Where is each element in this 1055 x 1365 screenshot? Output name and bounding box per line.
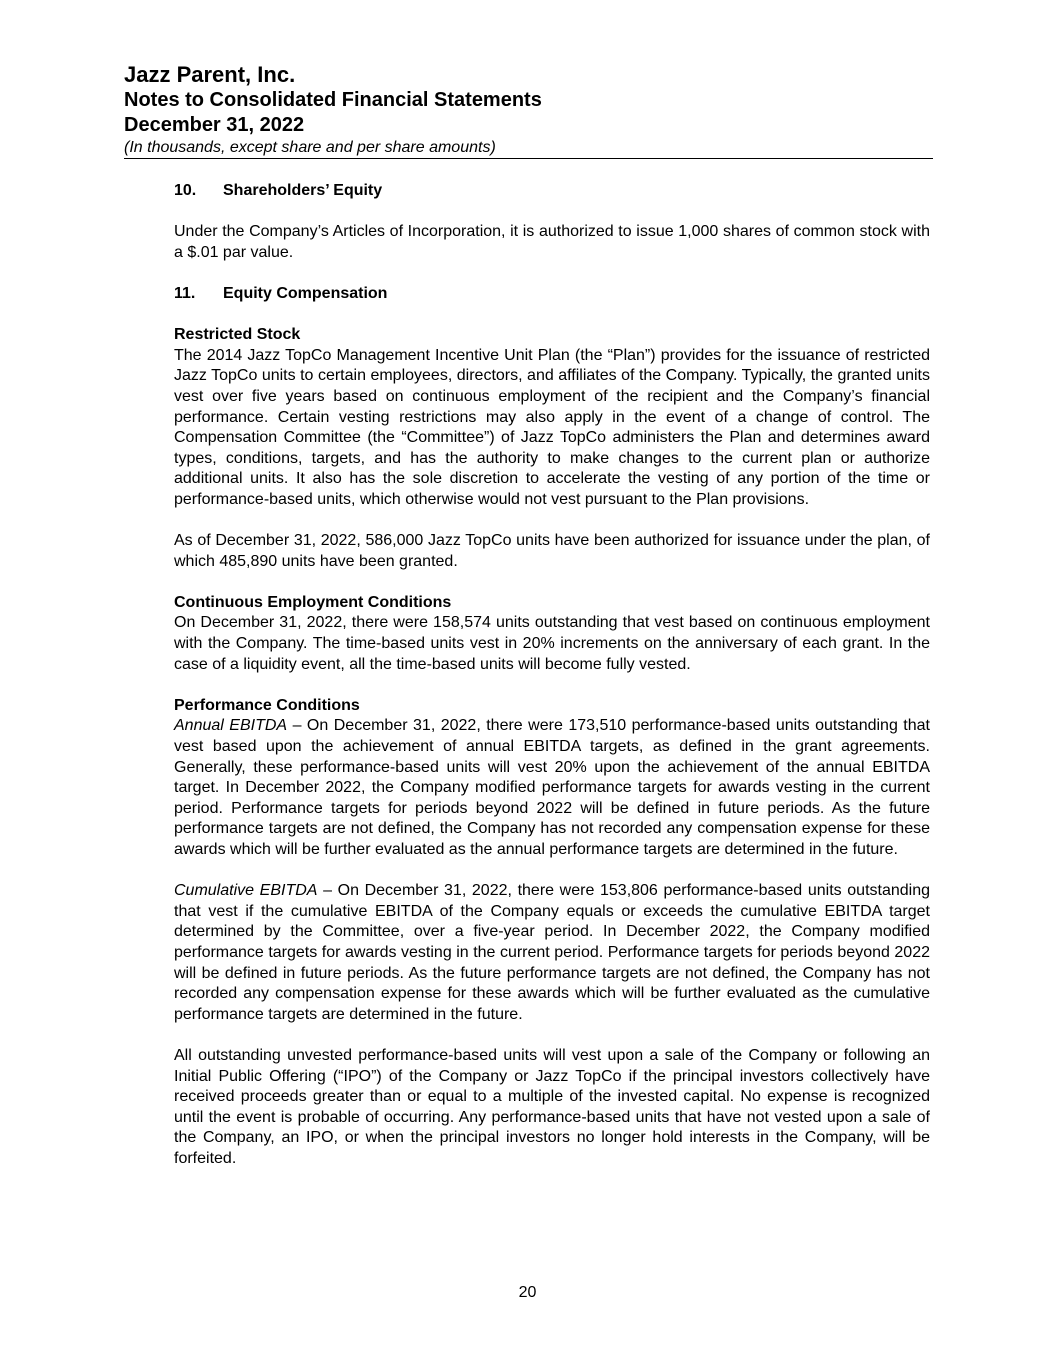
section-11-title: Equity Compensation	[223, 284, 388, 302]
section-10-paragraph: Under the Company’s Articles of Incorporation, it is authorized to issue 1,000 shares of common stock with a $.01 par value.	[174, 223, 930, 261]
page-header	[124, 62, 933, 158]
continuous-employment-heading: Continuous Employment Conditions	[174, 593, 452, 611]
document-title: Notes to Consolidated Financial Statements	[124, 89, 542, 111]
company-name: Jazz Parent, Inc.	[124, 62, 296, 87]
annual-ebitda-paragraph: – On December 31, 2022, there were 173,510 performance-based units outstanding that vest based upon the achievement of annual EBITDA targets, as defined in the grant agreements. Generally, these performance-based units will vest 20% upon the achievement of the annual EBITDA target. In December 2022, the Company modified performance targets for awards vesting in the current period. Performance targets for periods beyond 2022 will be defined in future periods. As the future performance targets are not defined, the Company has not recorded any compensation expense for these awards which will be further evaluated as the annual performance targets are determined in the future.	[174, 717, 930, 858]
section-10-heading	[174, 181, 930, 202]
section-11-number: 11.	[174, 284, 196, 302]
continuous-employment-block	[174, 593, 930, 675]
notes-body	[174, 181, 930, 1190]
performance-conditions-heading: Performance Conditions	[174, 696, 360, 714]
annual-ebitda-label: Annual EBITDA	[174, 717, 288, 735]
restricted-stock-heading: Restricted Stock	[174, 326, 301, 344]
performance-conditions-block	[174, 696, 930, 861]
page-number: 20	[518, 1284, 537, 1301]
header-divider	[124, 158, 933, 159]
cumulative-ebitda-label: Cumulative EBITDA	[174, 882, 318, 900]
restricted-stock-block	[174, 325, 930, 510]
statement-date: December 31, 2022	[124, 114, 305, 136]
section-11-heading	[174, 284, 930, 305]
restricted-stock-paragraph: The 2014 Jazz TopCo Management Incentive Unit Plan (the “Plan”) provides for the issuance of restricted Jazz TopCo units to certain employees, directors, and affiliates of the Company. Typically, the granted units vest over five years based on continuous employment of the recipient and the Company’s financial performance. Certain vesting restrictions may also apply in the event of a change of control. The Compensation Committee (the “Committee”) of Jazz TopCo administers the Plan and determines award types, conditions, targets, and has the authority to make changes to the current plan or authorize additional units. It also has the sole discretion to accelerate the vesting of any portion of the time or performance-based units, which otherwise would not vest pursuant to the Plan provisions.	[174, 346, 930, 508]
authorized-units-paragraph: As of December 31, 2022, 586,000 Jazz TopCo units have been authorized for issuance under the plan, of which 485,890 units have been granted.	[174, 532, 930, 570]
cumulative-ebitda-block	[174, 881, 930, 1025]
section-10-number: 10.	[174, 182, 197, 199]
section-10-title: Shareholders’ Equity	[223, 182, 383, 199]
cumulative-ebitda-paragraph: – On December 31, 2022, there were 153,806 performance-based units outstanding that vest if the cumulative EBITDA of the Company equals or exceeds the cumulative EBITDA target determined by the Committee, over a five-year period. In December 2022, the Company modified performance targets for awards vesting in the current period. Performance targets for periods beyond 2022 will be defined in future periods. As the future performance targets are not defined, the Company has not recorded any compensation expense for these awards which will be further evaluated as the cumulative performance targets are determined in the future.	[174, 882, 930, 1023]
unvested-units-paragraph: All outstanding unvested performance-based units will vest upon a sale of the Company or following an Initial Public Offering (“IPO”) of the Company or Jazz TopCo if the principal investors collectively have received proceeds greater than or equal to a multiple of the invested capital. No expense is recognized until the event is probable of occurring. Any performance-based units that have not vested upon a sale of the Company, an IPO, or when the principal investors no longer hold interests in the Company, will be forfeited.	[174, 1046, 930, 1167]
header-subtitle: (In thousands, except share and per share amounts)	[124, 139, 496, 156]
continuous-employment-paragraph: On December 31, 2022, there were 158,574 units outstanding that vest based on continuous employment with the Company. The time-based units vest in 20% increments on the anniversary of each grant. In the case of a liquidity event, all the time-based units will become fully vested.	[174, 614, 930, 673]
